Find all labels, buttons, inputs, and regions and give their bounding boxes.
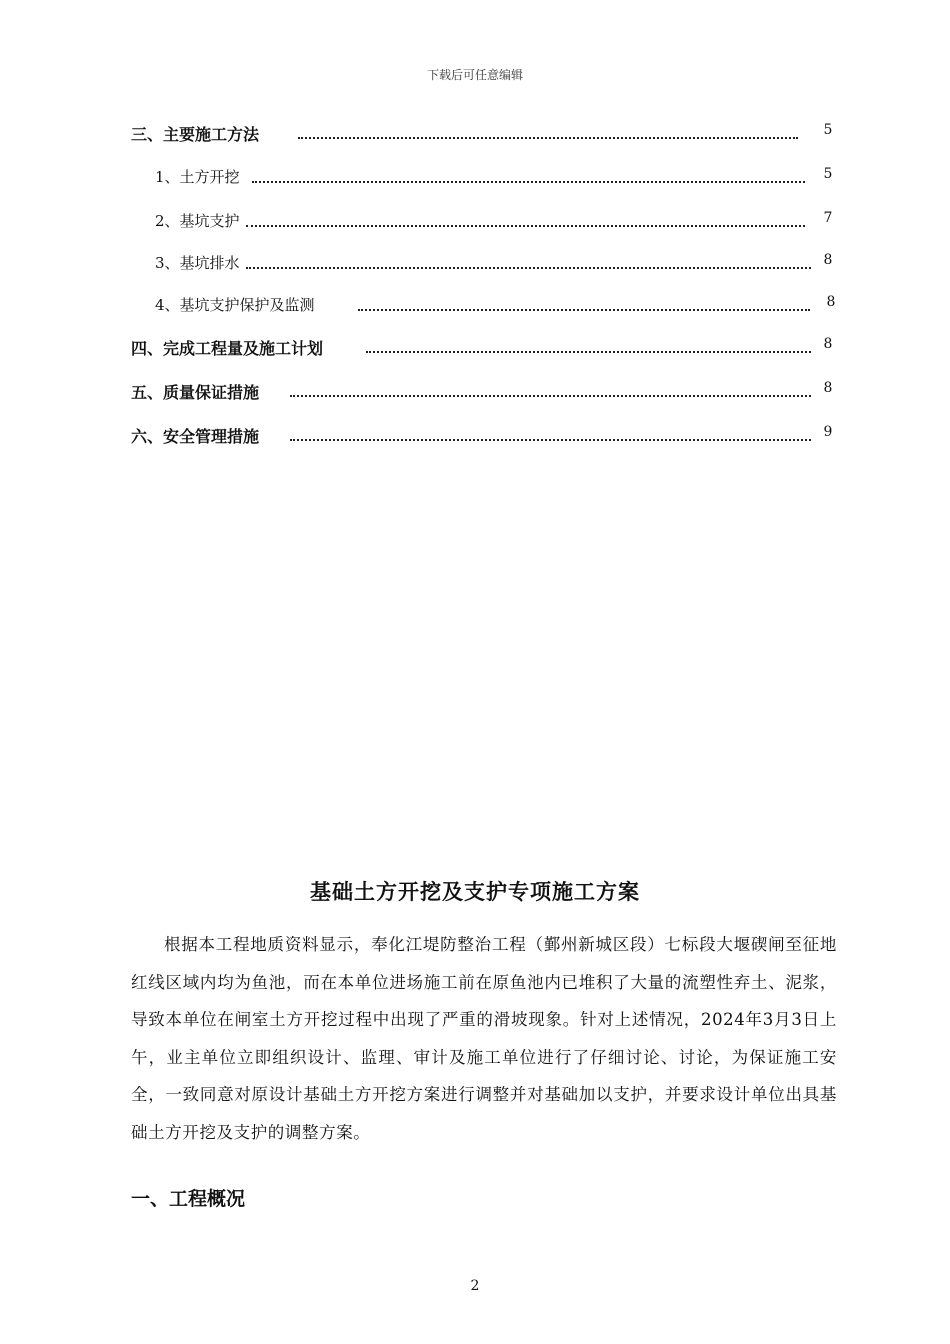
toc-entry[interactable] [0, 380, 950, 404]
toc-entry-page: 5 [823, 122, 833, 138]
toc-entry-title: 五、质量保证措施 [131, 383, 260, 402]
toc-entry-title: 2、基坑支护 [155, 212, 240, 230]
toc-leader [252, 181, 805, 183]
toc-entry-title: 4、基坑支护保护及监测 [155, 296, 315, 314]
toc-entry[interactable] [0, 122, 950, 146]
toc-leader [246, 225, 805, 227]
toc-entry-page: 5 [823, 166, 833, 182]
document-title: 基础土方开挖及支护专项施工方案 [310, 880, 640, 904]
toc-leader [298, 137, 798, 139]
toc-entry-page: 7 [823, 210, 833, 226]
toc-leader [246, 267, 811, 269]
toc-entry-page: 8 [823, 336, 833, 352]
toc-leader [366, 351, 811, 353]
toc-leader [358, 309, 810, 311]
toc-entry[interactable] [0, 336, 950, 360]
toc-entry[interactable] [0, 166, 950, 190]
toc-leader [290, 439, 811, 441]
toc-entry-title: 1、土方开挖 [155, 168, 240, 186]
section-heading: 一、工程概况 [131, 1188, 246, 1210]
toc-entry[interactable] [0, 252, 950, 276]
toc-entry-page: 8 [823, 380, 833, 396]
toc-entry-page: 9 [823, 424, 833, 440]
toc-entry[interactable] [0, 210, 950, 234]
toc-leader [290, 395, 811, 397]
toc-entry[interactable] [0, 294, 950, 318]
toc-entry-title: 六、安全管理措施 [131, 427, 260, 446]
toc-entry-title: 3、基坑排水 [155, 254, 240, 272]
toc-entry-title: 四、完成工程量及施工计划 [131, 339, 324, 358]
intro-paragraph: 根据本工程地质资料显示，奉化江堤防整治工程（鄞州新城区段）七标段大堰碶闸至征地红线区域内均为鱼池，而在本单位进场施工前在原鱼池内已堆积了大量的流塑性弃土、泥浆，导致本单位在闸室土方开挖过程中出现了严重的滑坡现象。针对上述情况，2024年3月3日上午，业主单位立即组织设计、监理、审计及施工单位进行了仔细讨论、讨论，为保证施工安全，一致同意对原设计基础土方开挖方案进行调整并对基础加以支护，并要求设计单位出具基础土方开挖及支护的调整方案。 [131, 935, 837, 1142]
toc-entry-page: 8 [826, 294, 836, 310]
toc-entry-title: 三、主要施工方法 [131, 125, 260, 144]
page-header: 下载后可任意编辑 [426, 68, 523, 82]
page-number: 2 [470, 1278, 480, 1294]
toc-entry[interactable] [0, 424, 950, 448]
toc-entry-page: 8 [823, 252, 833, 268]
